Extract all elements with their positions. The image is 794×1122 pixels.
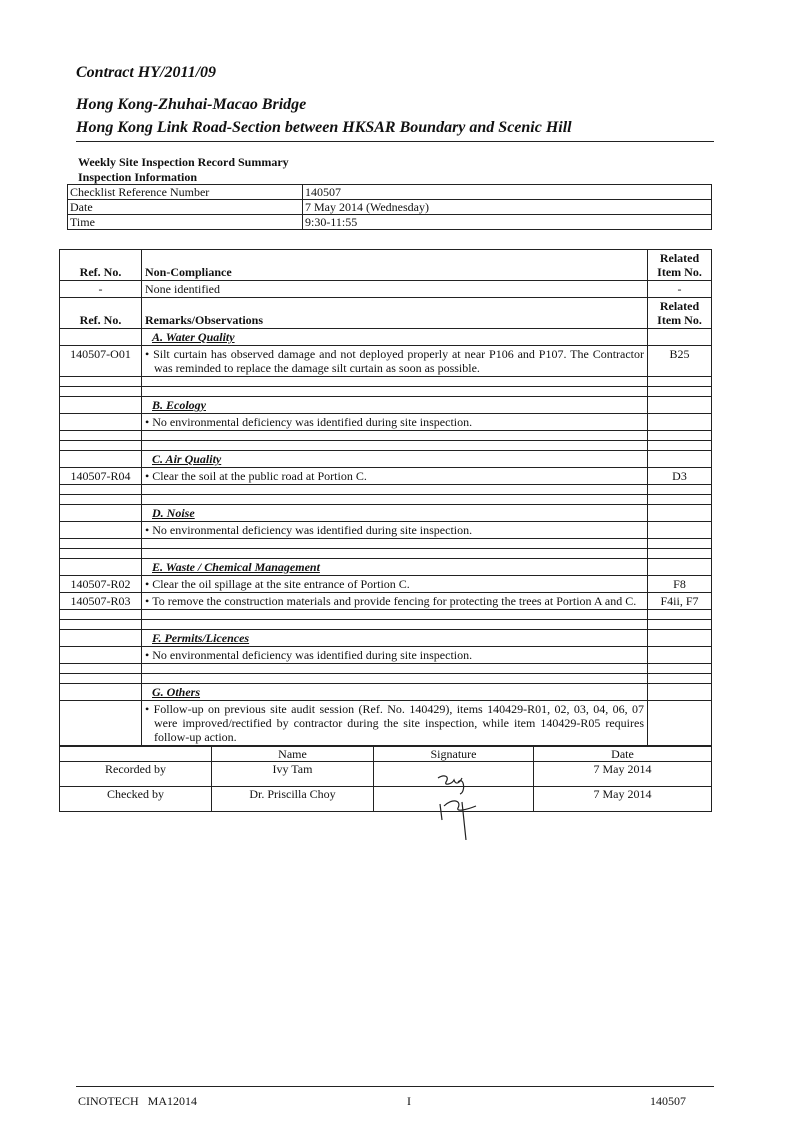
remark-text: • Follow-up on previous site audit session (Ref. No. 140429), items 140429-R01, 02, 03, 04, 06, 07 were improved/rectified by contractor during the site inspection, while item 140429-R05 requires follow-up action. [142,701,648,746]
signoff-name: Dr. Priscilla Choy [212,787,374,812]
ref-no: 140507-O01 [60,346,142,377]
footer-company: CINOTECH MA12014 [78,1094,197,1108]
footer-rule [76,1086,714,1087]
table-row [60,468,712,485]
inspection-info-heading: Inspection Information [78,170,198,184]
date-header: Date [534,747,712,762]
ref-no: 140507-R04 [60,468,142,485]
blank-row [60,441,712,451]
section-heading-row [60,684,712,701]
page-number: I [407,1094,411,1108]
name-header: Name [212,747,374,762]
remark-text: • Clear the soil at the public road at Portion C. [142,468,648,485]
blank-row [60,610,712,620]
info-label: Checklist Reference Number [68,185,303,200]
handwritten-signatures [432,772,502,840]
table-row [60,281,712,298]
signoff-row-checked [60,787,712,812]
blank-row [60,495,712,505]
section-title-air-quality: C. Air Quality [142,451,648,468]
table-row [60,576,712,593]
section-heading-row [60,559,712,576]
table-row [60,414,712,431]
ref-no-header: Ref. No. [60,298,142,329]
remarks-header [60,298,712,329]
info-row [68,215,712,230]
remark-text: • To remove the construction materials and provide fencing for protecting the trees at Portion A and C. [142,593,648,610]
related-item: F8 [648,576,712,593]
blank-row [60,620,712,630]
blank-row [60,387,712,397]
section-title-waste: E. Waste / Chemical Management [142,559,648,576]
info-row [68,200,712,215]
signoff-date: 7 May 2014 [534,787,712,812]
blank-row [60,674,712,684]
section-title-permits: F. Permits/Licences [142,630,648,647]
signoff-header [60,747,712,762]
remark-text: • Clear the oil spillage at the site entrance of Portion C. [142,576,648,593]
section-heading-row [60,451,712,468]
blank-row [60,664,712,674]
remark-text: • Silt curtain has observed damage and not deployed properly at near P106 and P107. The Contractor was reminded to replace the damage silt curtain as soon as possible. [142,346,648,377]
blank-row [60,549,712,559]
info-value: 7 May 2014 (Wednesday) [303,200,712,215]
ref-no: - [60,281,142,298]
section-heading-row [60,329,712,346]
info-value: 9:30-11:55 [303,215,712,230]
blank-row [60,485,712,495]
noncompliance-header [60,250,712,281]
blank-row [60,377,712,387]
table-row [60,647,712,664]
signoff-name: Ivy Tam [212,762,374,787]
info-value: 140507 [303,185,712,200]
section-heading-row [60,630,712,647]
table-row [60,701,712,746]
related-item: B25 [648,346,712,377]
footer-reference: 140507 [650,1094,686,1108]
signoff-role: Recorded by [60,762,212,787]
info-row [68,185,712,200]
project-title-line1: Hong Kong-Zhuhai-Macao Bridge [76,96,307,113]
noncompliance-text: None identified [142,281,648,298]
header-rule [76,141,714,142]
table-row [60,346,712,377]
blank-row [60,539,712,549]
remarks-header-label: Remarks/Observations [142,298,648,329]
related-item: D3 [648,468,712,485]
related-item: F4ii, F7 [648,593,712,610]
signature-header: Signature [374,747,534,762]
summary-title: Weekly Site Inspection Record Summary [78,155,289,169]
remark-text: • No environmental deficiency was identified during site inspection. [142,647,648,664]
noncompliance-header-label: Non-Compliance [142,250,648,281]
section-title-ecology: B. Ecology [142,397,648,414]
signoff-role: Checked by [60,787,212,812]
related-item: - [648,281,712,298]
table-row [60,593,712,610]
project-title-line2: Hong Kong Link Road-Section between HKSAR Boundary and Scenic Hill [76,119,572,136]
table-row [60,522,712,539]
ref-no-header: Ref. No. [60,250,142,281]
section-heading-row [60,505,712,522]
blank-row [60,431,712,441]
signoff-table [59,746,712,812]
related-item-header: Related Item No. [648,250,712,281]
section-title-others: G. Others [142,684,648,701]
related-item-header: Related Item No. [648,298,712,329]
section-title-water-quality: A. Water Quality [142,329,648,346]
ref-no: 140507-R02 [60,576,142,593]
ref-no: 140507-R03 [60,593,142,610]
remark-text: • No environmental deficiency was identified during site inspection. [142,414,648,431]
remark-text: • No environmental deficiency was identified during site inspection. [142,522,648,539]
contract-number: Contract HY/2011/09 [76,64,217,81]
info-label: Date [68,200,303,215]
compliance-table [59,249,712,746]
signoff-row-recorded [60,762,712,787]
section-heading-row [60,397,712,414]
inspection-info-table [67,184,712,230]
signoff-date: 7 May 2014 [534,762,712,787]
section-title-noise: D. Noise [142,505,648,522]
info-label: Time [68,215,303,230]
